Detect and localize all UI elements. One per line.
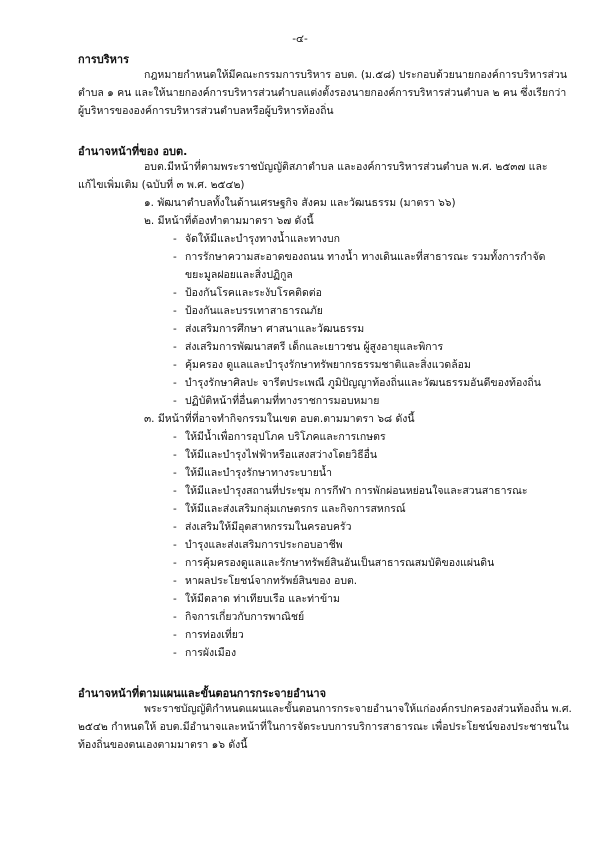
heading-duties: อำนาจหน้าที่ของ อบต. [78, 145, 188, 158]
list-item: - หาผลประโยชน์จากทรัพย์สินของ อบต. [173, 575, 358, 587]
list-item: - การคุ้มครองดูแลและรักษาทรัพย์สินอันเป็นสาธารณสมบัติของแผ่นดิน [173, 557, 495, 569]
point-1: ๑. พัฒนาตำบลทั้งในด้านเศรษฐกิจ สังคม และวัฒนธรรม (มาตรา ๖๖) [144, 197, 456, 209]
list-item: - คุ้มครอง ดูแลและบำรุงรักษาทรัพยากรธรรมชาติและสิ่งแวดล้อม [173, 359, 471, 371]
list-item: - ป้องกันและบรรเทาสาธารณภัย [173, 305, 323, 317]
list-item: - การรักษาความสะอาดของถนน ทางน้ำ ทางเดินและที่สาธารณะ รวมทั้งการกำจัด [173, 251, 546, 263]
list-item: - บำรุงและส่งเสริมการประกอบอาชีพ [173, 539, 343, 551]
point-2: ๒. มีหน้าที่ต้องทำตามมาตรา ๖๗ ดังนี้ [144, 215, 314, 227]
decentralization-line-3: ท้องถิ่นของตนเองตามมาตรา ๑๖ ดังนี้ [78, 739, 248, 751]
list-item: - การผังเมือง [173, 647, 237, 659]
list-item-continuation: ขยะมูลฝอยและสิ่งปฏิกูล [185, 269, 293, 281]
heading-administration: การบริหาร [78, 53, 129, 66]
duties-intro-line-2: แก้ไขเพิ่มเติม (ฉบับที่ ๓ พ.ศ. ๒๕๔๒) [78, 179, 245, 191]
list-item: - ให้มีและบำรุงสถานที่ประชุม การกีฬา การพักผ่อนหย่อนใจและสวนสาธารณะ [173, 485, 528, 497]
list-item: - ส่งเสริมการศึกษา ศาสนาและวัฒนธรรม [173, 323, 365, 335]
decentralization-line-2: ๒๕๔๒ กำหนดให้ อบต.มีอำนาจและหน้าที่ในการจัดระบบการบริการสาธารณะ เพื่อประโยชน์ของประชาชนใน [78, 721, 569, 733]
duties-intro-line-1: อบต.มีหน้าที่ตามพระราชบัญญัติสภาตำบล และองค์การบริหารส่วนตำบล พ.ศ. ๒๕๓๗ และ [144, 161, 548, 173]
list-item: - ส่งเสริมให้มีอุตสาหกรรมในครอบครัว [173, 521, 352, 533]
list-item: - ให้มีและบำรุงรักษาทางระบายน้ำ [173, 467, 332, 479]
list-item: - ให้มีและส่งเสริมกลุ่มเกษตรกร และกิจการสหกรณ์ [173, 503, 406, 515]
admin-line-1: กฎหมายกำหนดให้มีคณะกรรมการบริหาร อบต. (ม.๕๘) ประกอบด้วยนายกองค์การบริหารส่วน [144, 69, 568, 81]
admin-line-2: ตำบล ๑ คน และให้นายกองค์การบริหารส่วนตำบลแต่งตั้งรองนายกองค์การบริหารส่วนตำบล ๒ คน ซึ่งเรียกว่า [78, 87, 567, 99]
page-number: -๔- [292, 33, 308, 45]
decentralization-line-1: พระราชบัญญัติกำหนดแผนและขั้นตอนการกระจายอำนาจให้แก่องค์กรปกครองส่วนท้องถิ่น พ.ศ. [144, 703, 572, 715]
list-item: - กิจการเกี่ยวกับการพาณิชย์ [173, 611, 305, 623]
list-item: - ป้องกันโรคและระงับโรคติดต่อ [173, 287, 322, 299]
list-item: - ให้มีน้ำเพื่อการอุปโภค บริโภคและการเกษตร [173, 431, 386, 443]
list-item: - บำรุงรักษาศิลปะ จารีตประเพณี ภูมิปัญญาท้องถิ่นและวัฒนธรรมอันดีของท้องถิ่น [173, 377, 541, 389]
list-item: - ให้มีตลาด ท่าเทียบเรือ และท่าข้าม [173, 593, 340, 605]
admin-line-3: ผู้บริหารขององค์การบริหารส่วนตำบลหรือผู้บริหารท้องถิ่น [78, 105, 334, 117]
heading-decentralization: อำนาจหน้าที่ตามแผนและขั้นตอนการกระจายอำนาจ [78, 687, 327, 700]
list-item: - ปฏิบัติหน้าที่อื่นตามที่ทางราชการมอบหมาย [173, 395, 380, 407]
point-3: ๓. มีหน้าที่ที่อาจทำกิจกรรมในเขต อบต.ตามมาตรา ๖๘ ดังนี้ [144, 413, 415, 425]
list-item: - จัดให้มีและบำรุงทางน้ำและทางบก [173, 233, 340, 245]
list-item: - ให้มีและบำรุงไฟฟ้าหรือแสงสว่างโดยวิธีอื่น [173, 449, 378, 461]
list-item: - ส่งเสริมการพัฒนาสตรี เด็กและเยาวชน ผู้สูงอายุและพิการ [173, 341, 444, 353]
list-item: - การท่องเที่ยว [173, 629, 244, 641]
